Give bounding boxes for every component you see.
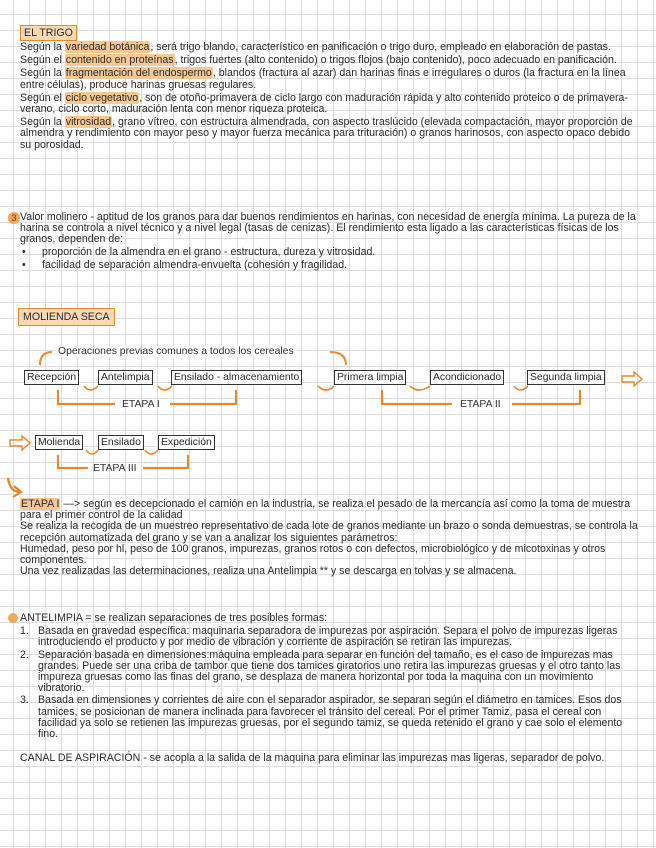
step-ensilado-almacenamiento: Ensilado - almacenamiento xyxy=(171,370,302,385)
paragraph: Según el contenido en proteínas, trigos fuertes (alto contenido) o trigos flojos (bajo contenido), poco adecuado en panificación. xyxy=(20,54,617,67)
step-molienda: Molienda xyxy=(35,435,83,450)
step-recepcion: Recepción xyxy=(24,370,79,385)
paragraph: Humedad, peso por hl, peso de 100 granos, impurezas, granos rotos o con defectos, microbiológico y de micotoxinas y otros componentes. xyxy=(20,542,606,567)
etapa-1-label: ETAPA I xyxy=(122,399,160,410)
paragraph: CANAL DE ASPIRACIÓN - se acopla a la salida de la maquina para eliminar las impurezas mas ligeras, separador de polvo. xyxy=(20,752,605,765)
list-item: • proporción de la almendra en el grano - estructura, dureza y vitrosidad. xyxy=(22,245,376,258)
step-ensilado: Ensilado xyxy=(98,435,144,450)
etapa-3-label: ETAPA III xyxy=(93,463,137,474)
brace-label: Operaciones previas comunes a todos los cereales xyxy=(58,346,294,357)
paragraph: Según la vitrosidad, grano vítreo, con estructura almendrada, con aspecto traslúcido (elevada compactación, mayor proporción de almendra y rendimiento con mayor peso y mayor fuerza mecánica para trituración) o granos harinosos, con aspecto opaco debido su porosidad. xyxy=(20,116,633,151)
step-acondicionado: Acondicionado xyxy=(430,370,504,385)
paragraph: Valor molinero - aptitud de los granos para dar buenos rendimientos en harinas, con necesidad de energía mínima. La pureza de la harina se controla a nivel técnico y a nivel legal (tasas de cenizas). El rendimiento esta ligado a las características físicas de los granos, dependen de: xyxy=(20,211,636,246)
paragraph: Se realiza la recogida de un muestreo representativo de cada lote de granos mediante un brazo o sonda demuestras, se controla la recepción automatizada del grano y se van a analizar los siguientes parámetros: xyxy=(20,520,638,544)
paragraph: Una vez realizadas las determinaciones, realiza una Antelimpia ** y se descarga en tolvas y se almacena. xyxy=(20,565,517,578)
paragraph: ANTELIMPIA = se realizan separaciones de tres posibles formas: xyxy=(20,612,328,624)
section-title-el-trigo: EL TRIGO xyxy=(20,27,77,39)
number-marker: 3 xyxy=(8,212,20,224)
step-segunda-limpia: Segunda limpia xyxy=(527,370,605,385)
list-item: 1. Basada en gravedad específica: maquinaria separadora de impurezas por aspiración. Separa el polvo de impurezas ligeras introduciendo el producto y por medio de vibración y corriente de aspiración se retiran las impurezas. xyxy=(20,625,618,649)
etapa-description xyxy=(20,499,640,577)
list-item: • facilidad de separación almendra-envuelta (cohesión y fragilidad. xyxy=(22,258,348,271)
paragraph: Según el ciclo vegetativo, son de otoño-primavera de ciclo largo con maduración rápida y alto contenido proteico o de primavera-verano, ciclo corto, maduración lenta con menor riqueza proteica. xyxy=(20,91,628,116)
paragraph: ETAPA I —> según es decepcionado el camión en la industria, se realiza el pesado de la mercancía así como la toma de muestra para el primer control de la calidad xyxy=(20,498,631,522)
etapa-2-label: ETAPA II xyxy=(460,399,501,410)
paragraph: Según la variedad botánica, será trigo blando, característico en panificación o trigo duro, empleado en elaboración de pastas. xyxy=(20,41,611,53)
step-primera-limpia: Primera limpia xyxy=(334,370,406,385)
step-expedicion: Expedición xyxy=(158,435,215,450)
paragraph: Según la fragmentación del endospermo, blandos (fractura al azar) dan harinas finas e irregulares o duros (la fractura en la línea entre células), produce harinas gruesas regulares. xyxy=(20,67,626,91)
list-item: 2. Separación basada en dimensiones:máquina empleada para separar en función del tamaño, es el caso de impurezas mas grandes. Puede ser una criba de tambor que tiene dos tamices giratorios uno retira las impurezas gruesas y el otro tanto las impureza gruesas como las finas del grano, se desplaza de manera horizontal por toda la maquina con un movimiento vibratorio. xyxy=(20,648,621,695)
antelimpia-section xyxy=(20,613,640,764)
step-antelimpia: Antelimpia xyxy=(98,370,153,385)
section-title-molienda-seca: MOLIENDA SECA xyxy=(18,308,115,326)
list-item: 3. Basada en dimensiones y corrientes de aire con el separador aspirador, se separan según el diámetro en tamices. Esos dos tamices, se posicionan de manera inclinada para favorecer el tránsito del cereal. Por el primer Tamiz, pasa el cereal con facilidad ya solo se retienen las impurezas gruesas, por el segundo tamiz, se queda retenido el grano y cae solo el elemento fino. xyxy=(20,694,623,741)
